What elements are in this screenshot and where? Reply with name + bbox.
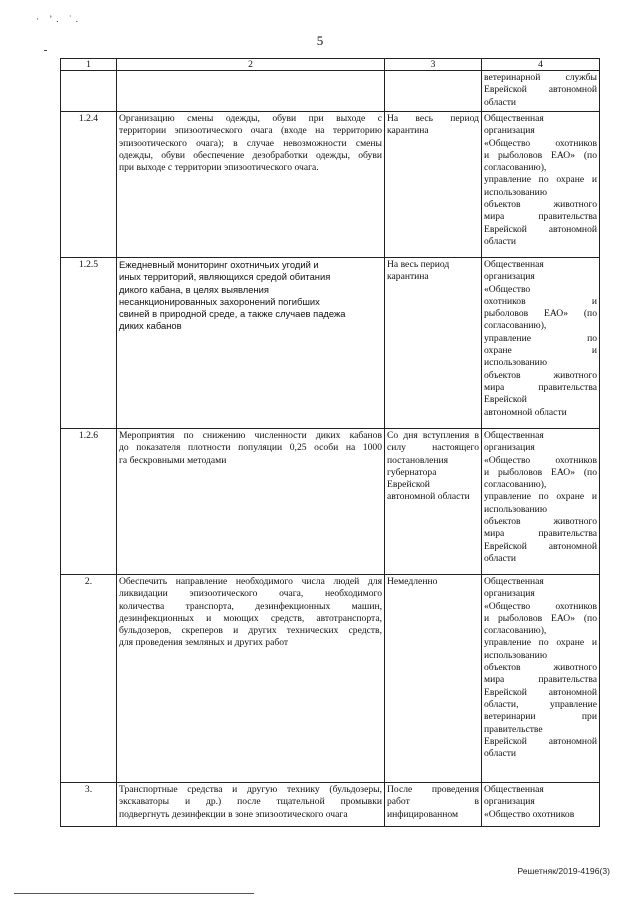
responsible-text-line: области — [484, 235, 517, 247]
responsible-text — [482, 258, 600, 429]
measure-text-line: га бескровными методами — [119, 454, 227, 466]
responsible-text-line: объектов животного — [484, 516, 597, 528]
scan-speck — [44, 50, 47, 51]
measure-text-line: несанкционированных захоронений погибших — [119, 295, 320, 307]
responsible-text-line: Еврейской автономной — [484, 686, 597, 698]
measure-text-line: дезинфекционных и моющих средств, автотранспорта, — [119, 612, 382, 624]
responsible-text-line: мира правительства — [484, 381, 597, 393]
responsible-text-line: объектов животного — [484, 662, 597, 674]
responsible-text-line: использованию — [484, 186, 547, 198]
responsible-text-line: использованию — [484, 357, 547, 369]
measure-text-line: до показателя плотности популяции 0,25 особи на 1000 — [119, 442, 382, 454]
measure-text-line: ликвидации эпизоотического очага, необходимого — [119, 588, 382, 600]
period-text-line: силу настоящего — [387, 442, 479, 454]
measure-text-line: эпизоотического очага); в случае невозможности смены — [119, 137, 382, 149]
period-text-line: работ в — [387, 796, 479, 808]
bottom-rule — [14, 893, 254, 894]
item-number: 3. — [61, 783, 117, 827]
measure-text-line: Ежедневный мониторинг охотничьих угодий и — [119, 259, 319, 270]
responsible-text-line: объектов животного — [484, 369, 597, 381]
measure-text-line: Транспортные средства и другую технику (бульдозеры, — [119, 784, 382, 795]
responsible-text-line: организация — [484, 442, 535, 454]
measure-text — [117, 429, 385, 575]
item-number: 1.2.5 — [61, 258, 117, 429]
responsible-text-line: охотников и — [484, 295, 597, 307]
responsible-text-line: Еврейской автономной — [484, 223, 597, 235]
responsible-text-line: «Общество охотников — [484, 808, 575, 820]
responsible-text-line: Общественная — [484, 113, 544, 124]
responsible-text-line: Общественная — [484, 430, 544, 441]
document-code: Решетняк/2019-4196(3) — [517, 866, 610, 876]
responsible-text — [482, 575, 600, 783]
period-text — [385, 783, 482, 827]
responsible-text-line: Еврейской автономной — [484, 84, 597, 96]
responsible-text-line: и рыболовов ЕАО» (по — [484, 149, 597, 161]
header-cell-3: 3 — [385, 59, 482, 71]
measure-text-line: одежды, обуви обеспечение дезобработки одежды, обуви — [119, 149, 382, 161]
responsible-text-line: использованию — [484, 649, 547, 661]
responsible-text-line: управление по охране и — [484, 174, 597, 186]
responsible-text — [482, 783, 600, 827]
period-text-line: карантина — [387, 271, 429, 283]
responsible-text-line: Общественная — [484, 784, 544, 795]
period-text-line: На весь период — [387, 259, 450, 270]
measure-text-line: дикого кабана, в целях выявления — [119, 283, 269, 295]
measure-text-line: территории эпизоотического очага (входе на территорию — [119, 125, 382, 137]
table-row — [61, 783, 600, 827]
responsible-text-line: организация — [484, 796, 535, 808]
period-text-line: Немедленно — [387, 576, 438, 587]
responsible-text-line: Еврейской — [484, 394, 527, 406]
table-row — [61, 112, 600, 258]
measure-text-line: диких кабанов — [119, 320, 182, 332]
table-row — [61, 575, 600, 783]
measure-text-line: при выходе с территории эпизоотического очага. — [119, 162, 319, 174]
measure-text-line: Организацию смены одежды, обуви при выходе с — [119, 113, 382, 124]
responsible-text-line: «Общество охотников — [484, 600, 597, 612]
period-text-line: Со дня вступления в — [387, 430, 479, 441]
item-number: 1.2.4 — [61, 112, 117, 258]
period-text-line: постановления — [387, 454, 449, 466]
measure-text-line: Мероприятия по снижению численности диких кабанов — [119, 430, 382, 441]
table-header-row — [61, 59, 600, 71]
period-text-line: инфицированном — [387, 808, 459, 820]
responsible-text-line: согласованию), — [484, 625, 547, 637]
responsible-text-line: ветеринарной службы — [484, 72, 597, 83]
responsible-text-line: «Общество — [484, 283, 531, 295]
measure-text-line: количества транспорта, дезинфекционных машин, — [119, 600, 382, 612]
responsible-text — [482, 429, 600, 575]
period-text — [385, 71, 482, 112]
table-row — [61, 258, 600, 429]
header-cell-4: 4 — [482, 59, 600, 71]
responsible-text-line: области — [484, 748, 517, 760]
responsible-text-line: организация — [484, 125, 535, 137]
measure-text-line: экскаваторы и др.) после тщательной промывки — [119, 796, 382, 808]
measure-text-line: иных территорий, являющихся средой обитания — [119, 271, 331, 283]
item-number — [61, 71, 117, 112]
responsible-text-line: организация — [484, 271, 535, 283]
responsible-text-line: рыболовов ЕАО» (по — [484, 308, 597, 320]
table-row — [61, 71, 600, 112]
responsible-text-line: мира правительства — [484, 674, 597, 686]
measure-text-line: для проведения земляных и других работ — [119, 637, 289, 649]
responsible-text-line: «Общество охотников — [484, 454, 597, 466]
responsible-text-line: «Общество охотников — [484, 137, 597, 149]
measure-text-line: свиней в природной среде, а также случаев падежа — [119, 308, 346, 320]
measure-text-line: бульдозеров, скреперов и других технических средств, — [119, 625, 382, 637]
measure-text — [117, 575, 385, 783]
measure-text-line: Обеспечить направление необходимого числа людей для — [119, 576, 382, 587]
measures-table — [60, 58, 600, 827]
responsible-text-line: области, управление — [484, 698, 597, 710]
responsible-text-line: и рыболовов ЕАО» (по — [484, 612, 597, 624]
responsible-text-line: области — [484, 96, 517, 108]
responsible-text-line: использованию — [484, 503, 547, 515]
responsible-text-line: объектов животного — [484, 199, 597, 211]
responsible-text — [482, 71, 600, 112]
responsible-text-line: ветеринарии при — [484, 711, 597, 723]
responsible-text-line: Общественная — [484, 576, 544, 587]
measure-text — [117, 71, 385, 112]
responsible-text-line: Общественная — [484, 259, 544, 270]
scan-specks: · ʼ. ˙. — [36, 14, 82, 24]
responsible-text-line: организация — [484, 588, 535, 600]
responsible-text-line: правительстве — [484, 723, 543, 735]
header-cell-1: 1 — [61, 59, 117, 71]
measure-text — [117, 783, 385, 827]
responsible-text-line: согласованию), — [484, 162, 547, 174]
responsible-text-line: области — [484, 552, 517, 564]
period-text-line: губернатора — [387, 466, 437, 478]
measure-text — [117, 112, 385, 258]
responsible-text-line: и рыболовов ЕАО» (по — [484, 466, 597, 478]
period-text-line: На весь период — [387, 113, 479, 124]
responsible-text — [482, 112, 600, 258]
period-text — [385, 258, 482, 429]
period-text-line: После проведения — [387, 784, 479, 795]
responsible-text-line: согласованию), — [484, 479, 547, 491]
item-number: 2. — [61, 575, 117, 783]
responsible-text-line: охране и — [484, 345, 597, 357]
responsible-text-line: согласованию), — [484, 320, 547, 332]
responsible-text-line: мира правительства — [484, 528, 597, 540]
responsible-text-line: автономной области — [484, 406, 567, 418]
page-number: 5 — [316, 33, 324, 48]
header-cell-2: 2 — [117, 59, 385, 71]
responsible-text-line: Еврейской автономной — [484, 735, 597, 747]
period-text — [385, 575, 482, 783]
period-text — [385, 429, 482, 575]
period-text — [385, 112, 482, 258]
responsible-text-line: управление по охране и — [484, 637, 597, 649]
responsible-text-line: мира правительства — [484, 211, 597, 223]
table-row — [61, 429, 600, 575]
measure-text-line: подвергнуть дезинфекции в зоне эпизоотического очага — [119, 808, 348, 820]
period-text-line: Еврейской — [387, 479, 430, 491]
responsible-text-line: управление по — [484, 332, 597, 344]
item-number: 1.2.6 — [61, 429, 117, 575]
period-text-line: карантина — [387, 125, 429, 137]
measure-text — [117, 258, 385, 429]
period-text-line: автономной области — [387, 491, 470, 503]
responsible-text-line: Еврейской автономной — [484, 540, 597, 552]
responsible-text-line: управление по охране и — [484, 491, 597, 503]
